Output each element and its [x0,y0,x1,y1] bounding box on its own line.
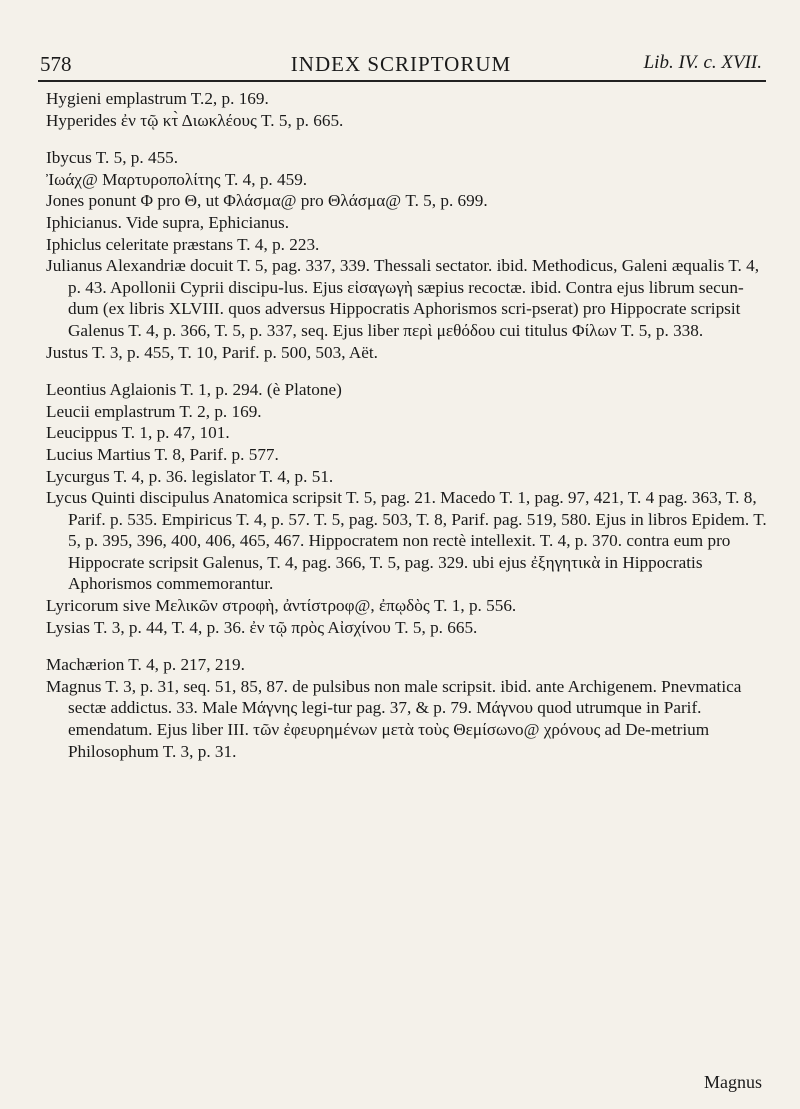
index-entry: Ἰωάχ@ Μαρτυροπολίτης T. 4, p. 459. [46,169,308,189]
entry-gap [46,363,768,379]
page-header [40,52,762,82]
index-entry: Ibycus T. 5, p. 455. [46,148,179,168]
index-entry: Julianus Alexandriæ docuit T. 5, pag. 337, 339. Thessali sectator. ibid. Methodicus, Galeni æqualis T. 4, p. 43. Apollonii Cyprii discipu-lus. Ejus εἰσαγωγὴ sæpius recoctæ. ibid. Contra ejus librum secun-dum (ex libris XLVIII. quos adversus Hippocratis Aphorismos scri-pserat) pro Hippocrate scripsit Galenus T. 4, p. 366, T. 5, p. 337, seq. Ejus liber περὶ μεθόδου cui titulus Φίλων T. 5, p. 338. [46,256,760,340]
index-entry: Justus T. 3, p. 455, T. 10, Parif. p. 500, 503, Aët. [46,342,378,362]
index-entries [46,88,768,762]
book-chapter-reference: Lib. IV. c. XVII. [643,52,762,73]
index-entry: Leucippus T. 1, p. 47, 101. [46,423,230,443]
index-entry: Iphiclus celeritate præstans T. 4, p. 223. [46,234,320,254]
index-entry: Lucius Martius T. 8, Parif. p. 577. [46,444,279,464]
index-entry: Lycurgus T. 4, p. 36. legislator T. 4, p. 51. [46,466,334,486]
index-entry: Hygieni emplastrum T.2, p. 169. [46,89,269,108]
header-rule [38,80,766,82]
index-entry: Machærion T. 4, p. 217, 219. [46,655,245,675]
index-entry: Leucii emplastrum T. 2, p. 169. [46,401,262,421]
running-title: INDEX SCRIPTORUM [290,52,512,76]
page-number: 578 [40,52,72,76]
index-entry: Hyperides ἐν τῷ κτ̀ Διωκλέους T. 5, p. 665. [46,110,344,130]
index-entry: Lysias T. 3, p. 44, T. 4, p. 36. ἐν τῷ πρὸς Αἰσχίνου T. 5, p. 665. [46,617,478,637]
entry-gap [46,638,768,654]
index-entry: Lycus Quinti discipulus Anatomica scripsit T. 5, pag. 21. Macedo T. 1, pag. 97, 421, T. 4 pag. 363, T. 8, Parif. p. 535. Empiricus T. 4, p. 57. T. 5, pag. 503, T. 8, Parif. pag. 519, 580. Ejus in libros Epidem. T. 5, p. 395, 396, 400, 406, 465, 467. Hippocratem non rectè intellexit. T. 4, p. 370. contra eum pro Hippocrate scripsit Galenus, T. 4, pag. 366, T. 5, pag. 329. ubi ejus ἐξηγητικὰ in Hippocratis Aphorismos commemorantur. [46,488,767,594]
index-entry: Iphicianus. Vide supra, Ephicianus. [46,212,290,232]
index-entry: Lyricorum sive Μελικῶν στροφὴ, ἀντίστροφ@, ἐπῳδὸς T. 1, p. 556. [46,596,517,616]
catchword: Magnus [704,1072,762,1092]
index-entry: Jones ponunt Φ pro Θ, ut Φλάσμα@ pro Θλάσμα@ T. 5, p. 699. [46,191,488,211]
index-entry: Leontius Aglaionis T. 1, p. 294. (è Platone) [46,380,342,400]
index-entry: Magnus T. 3, p. 31, seq. 51, 85, 87. de pulsibus non male scripsit. ibid. ante Archigenem. Pnevmatica sectæ addictus. 33. Male Μάγνης legi-tur pag. 37, & p. 79. Μάγνου quod utrumque in Parif. emendatum. Ejus liber III. τῶν ἐφευρημένων μετὰ τοὺς Θεμίσωνο@ χρόνους ad De-metrium Philosophum T. 3, p. 31. [46,676,742,761]
entry-gap [46,131,768,147]
